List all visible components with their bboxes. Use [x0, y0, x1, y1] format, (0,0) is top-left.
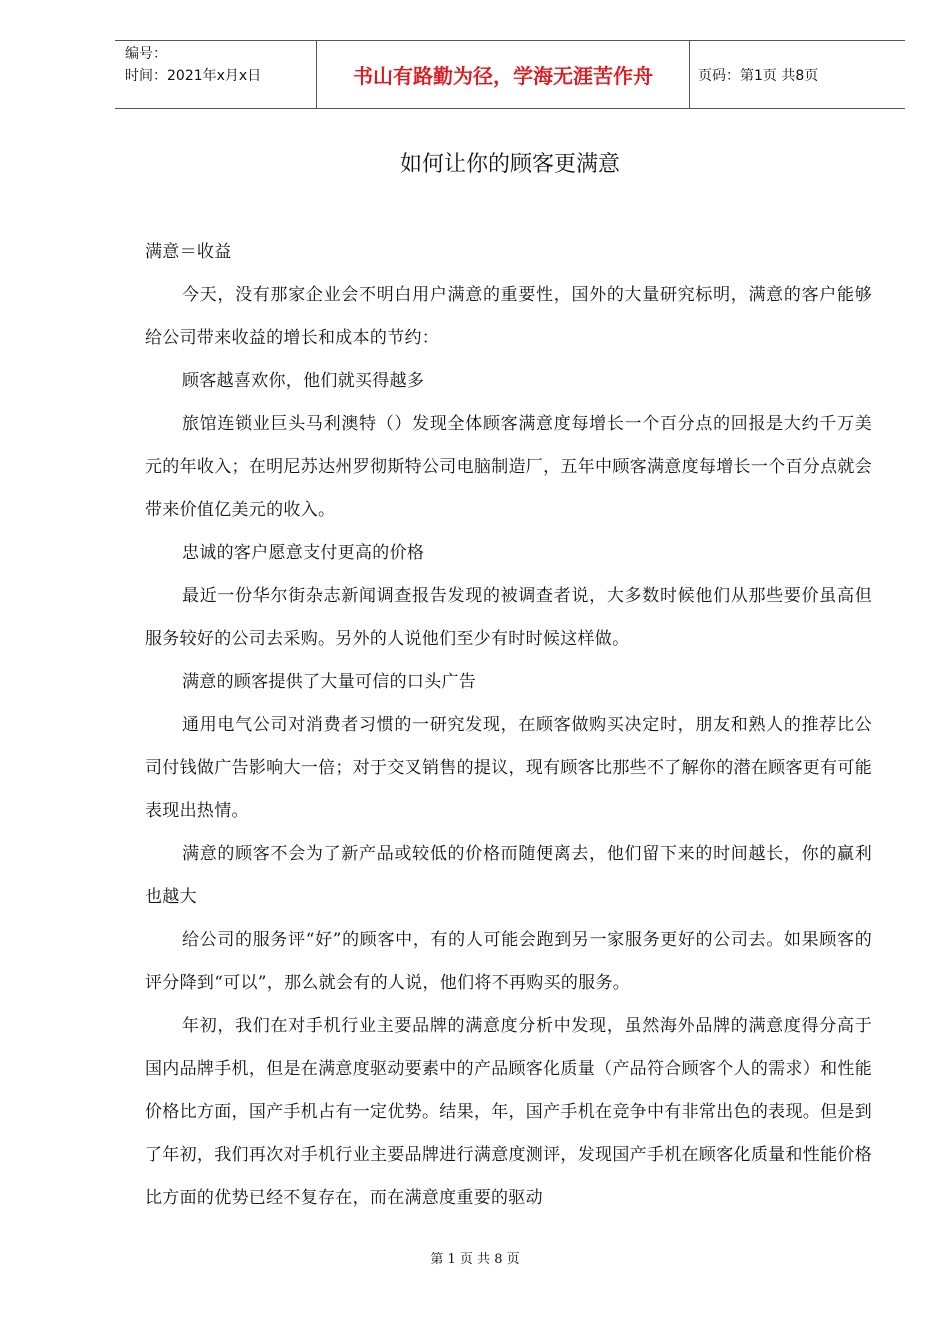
paragraph: 旅馆连锁业巨头马利澳特（）发现全体顾客满意度每增长一个百分点的回报是大约千万美元的年收入；在明尼苏达州罗彻斯特公司电脑制造厂，五年中顾客满意度每增长一个百分点就会带来价值亿美元的收入。 [145, 414, 872, 520]
paragraph: 忠诚的客户愿意支付更高的价格 [182, 543, 425, 563]
header-page-info: 页码：第1页 共8页 [698, 67, 819, 84]
paragraph: 满意＝收益 [145, 242, 232, 262]
date-label: 时间：2021年x月x日 [125, 68, 262, 84]
header-table [115, 40, 905, 109]
paragraph: 年初，我们在对手机行业主要品牌的满意度分析中发现，虽然海外品牌的满意度得分高于国内品牌手机，但是在满意度驱动要素中的产品顾客化质量（产品符合顾客个人的需求）和性能价格比方面，国产手机占有一定优势。结果，年，国产手机在竞争中有非常出色的表现。但是到了年初，我们再次对手机行业主要品牌进行满意度测评，发现国产手机在顾客化质量和性能价格比方面的优势已经不复存在，而在满意度重要的驱动 [145, 1016, 872, 1208]
paragraph: 今天，没有那家企业会不明白用户满意的重要性，国外的大量研究标明，满意的客户能够给公司带来收益的增长和成本的节约： [145, 285, 872, 348]
paragraph: 通用电气公司对消费者习惯的一研究发现，在顾客做购买决定时，朋友和熟人的推荐比公司付钱做广告影响大一倍；对于交叉销售的提议，现有顾客比那些不了解你的潜在顾客更有可能表现出热情。 [145, 715, 872, 821]
header-motto: 书山有路勤为径，学海无涯苦作舟 [316, 41, 690, 108]
header-meta-cell [115, 41, 316, 108]
document-body [145, 231, 872, 1220]
page-footer: 第 1 页 共 8 页 [430, 1252, 520, 1267]
paragraph: 顾客越喜欢你，他们就买得越多 [182, 371, 425, 391]
serial-label: 编号： [125, 46, 167, 62]
paragraph: 满意的顾客提供了大量可信的口头广告 [182, 672, 477, 692]
paragraph: 给公司的服务评“好”的顾客中，有的人可能会跑到另一家服务更好的公司去。如果顾客的评分降到“可以”，那么就会有的人说，他们将不再购买的服务。 [145, 930, 872, 993]
document-title: 如何让你的顾客更满意 [399, 152, 620, 177]
paragraph: 最近一份华尔街杂志新闻调查报告发现的被调查者说，大多数时候他们从那些要价虽高但服务较好的公司去采购。另外的人说他们至少有时时候这样做。 [145, 586, 872, 649]
paragraph: 满意的顾客不会为了新产品或较低的价格而随便离去，他们留下来的时间越长，你的赢利也越大 [145, 844, 872, 907]
